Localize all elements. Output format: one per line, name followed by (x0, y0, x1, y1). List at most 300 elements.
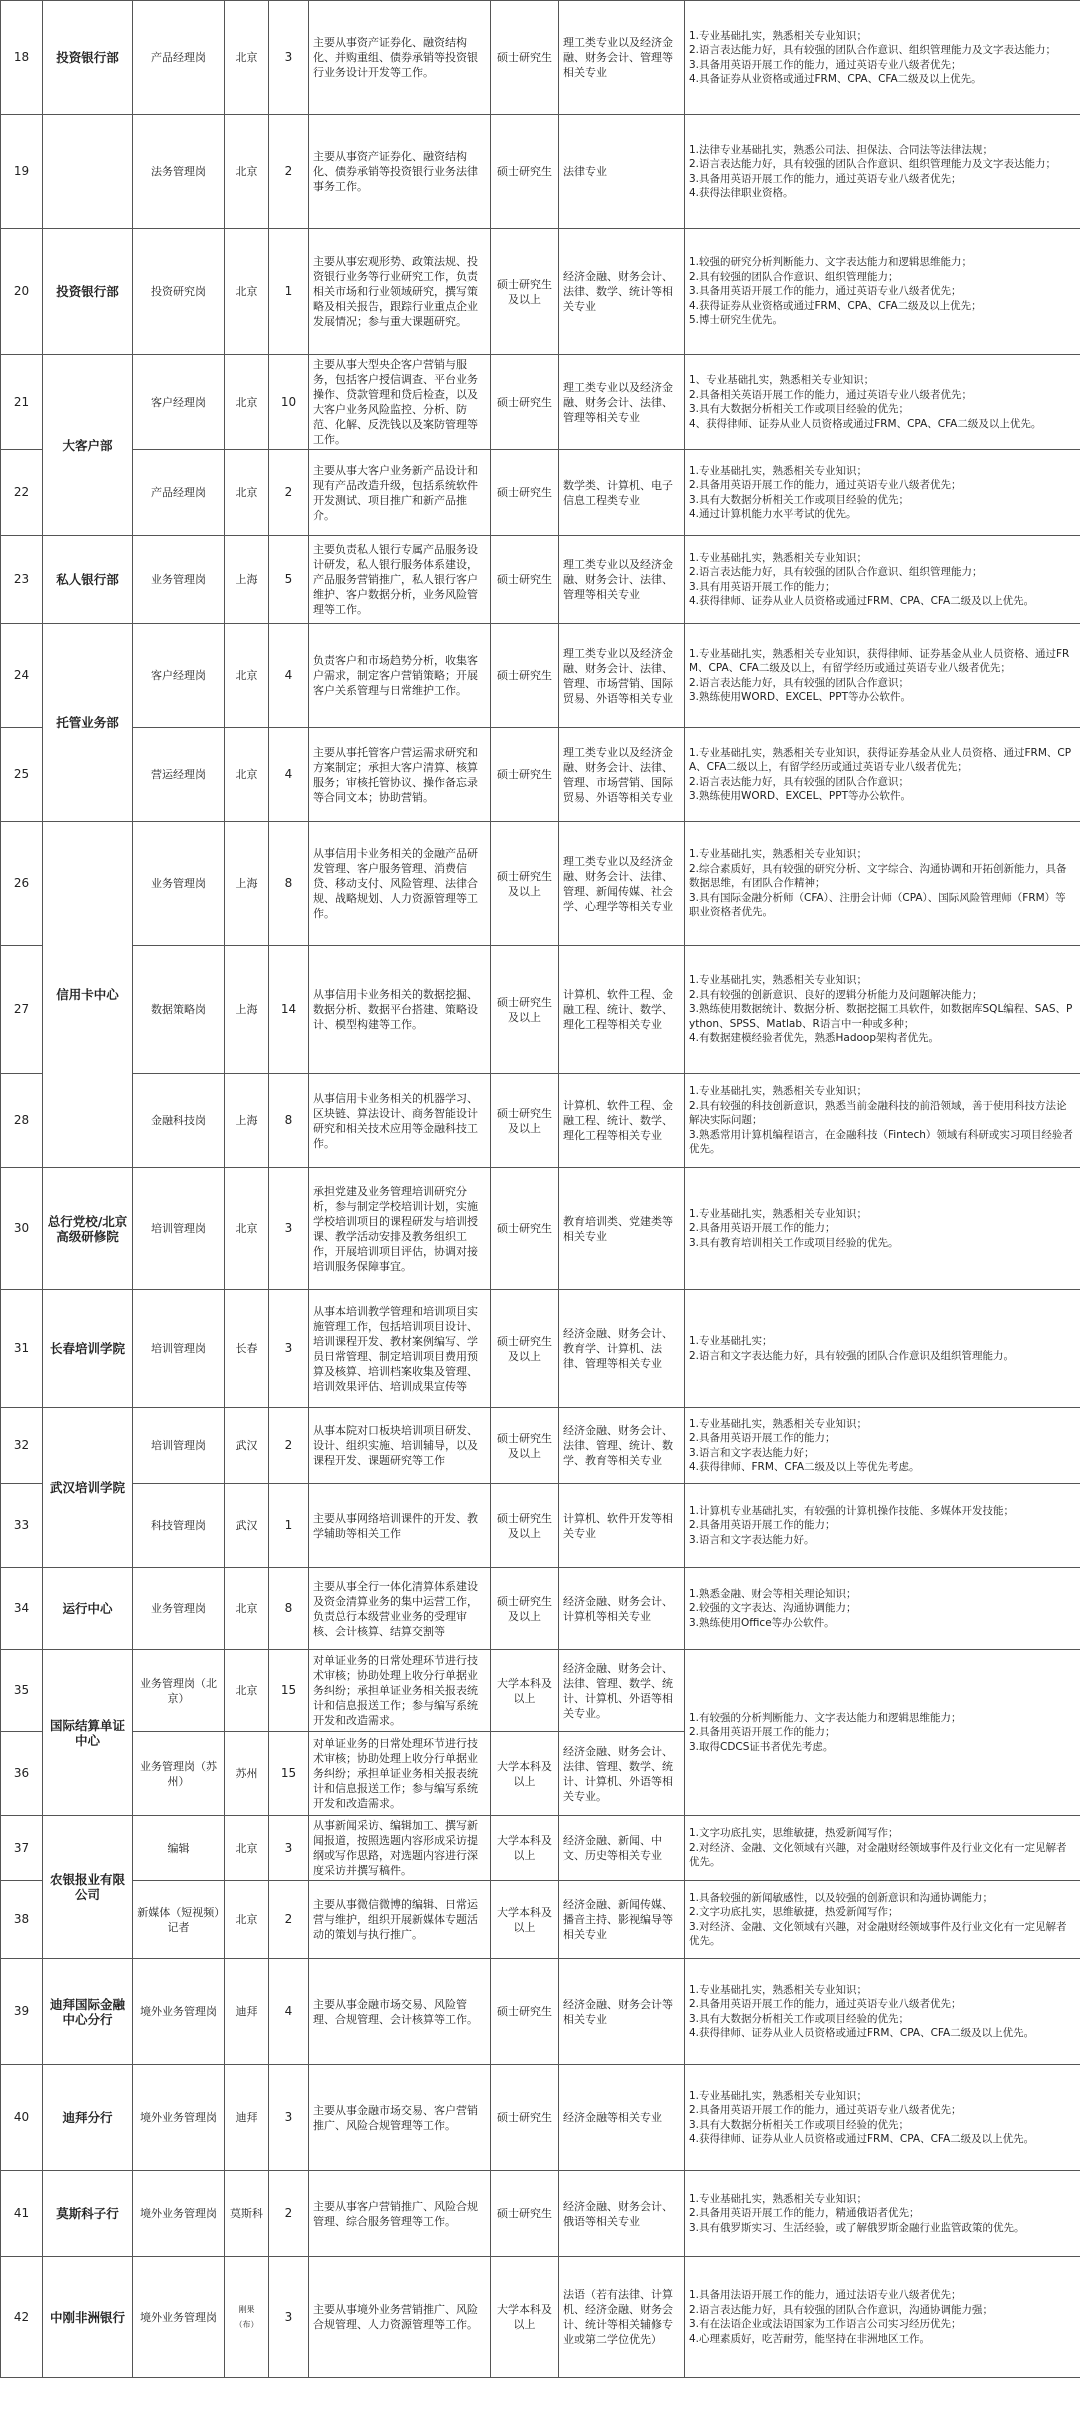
location: 刚果（布） (225, 2257, 269, 2378)
requirement-line: 1.有较强的分析判断能力、文字表达能力和逻辑思维能力； (689, 1711, 962, 1724)
requirement-line: 2.具备相关英语开展工作的能力，通过英语专业八级者优先； (689, 388, 973, 401)
requirements (685, 728, 1080, 822)
department: 托管业务部 (43, 624, 133, 822)
requirement-line: 2.综合素质好，具有较强的研究分析、文字综合、沟通协调和开拓创新能力，具备数据思维，有团队合作精神； (689, 862, 1067, 890)
position: 境外业务管理岗 (133, 1959, 225, 2065)
row-number: 24 (1, 624, 43, 728)
requirements (685, 946, 1080, 1074)
row-number: 39 (1, 1959, 43, 2065)
major: 经济金融、新闻、中文、历史等相关专业 (559, 1816, 685, 1881)
duties: 主要从事资产证券化、融资结构化、并购重组、债券承销等投资银行业务设计开发等工作。 (309, 1, 491, 115)
location: 迪拜 (225, 2065, 269, 2171)
location: 北京 (225, 229, 269, 355)
requirement-line: 1.具备较强的新闻敏感性，以及较强的创新意识和沟通协调能力； (689, 1891, 994, 1904)
requirement-line: 2.具备用英语开展工作的能力，通过英语专业八级者优先； (689, 2104, 962, 2116)
row-number: 31 (1, 1290, 43, 1408)
row-number: 25 (1, 728, 43, 822)
headcount: 3 (269, 2065, 309, 2171)
location: 上海 (225, 1074, 269, 1168)
position: 境外业务管理岗 (133, 2065, 225, 2171)
table-row (1, 728, 1080, 822)
table-row (1, 822, 1080, 946)
requirement-line: 3.熟悉常用计算机编程语言，在金融科技（Fintech）领域有科研或实习项目经验者优先。 (689, 1128, 1073, 1156)
duties: 主要从事金融市场交易、风险管理、合规管理、会计核算等工作。 (309, 1959, 491, 2065)
major: 经济金融、财务会计、法律、数学、统计等相关专业 (559, 229, 685, 355)
position: 法务管理岗 (133, 115, 225, 229)
position: 新媒体（短视频）记者 (133, 1881, 225, 1959)
headcount: 4 (269, 1959, 309, 2065)
requirement-line: 1.专业基础扎实，熟悉相关专业知识； (689, 1207, 868, 1220)
requirement-line: 3.具备用英语开展工作的能力，通过英语专业八级者优先； (689, 58, 962, 71)
position: 营运经理岗 (133, 728, 225, 822)
row-number: 40 (1, 2065, 43, 2171)
requirement-line: 2.语言表达能力好，具有较强的团队合作意识、组织管理能力及文字表达能力； (689, 44, 1057, 56)
education: 硕士研究生及以上 (491, 1074, 559, 1168)
headcount: 15 (269, 1732, 309, 1816)
location: 北京 (225, 1568, 269, 1650)
position: 业务管理岗 (133, 822, 225, 946)
major: 经济金融、财务会计、计算机等相关专业 (559, 1568, 685, 1650)
requirement-line: 1.计算机专业基础扎实，有较强的计算机操作技能、多媒体开发技能； (689, 1504, 1015, 1517)
requirement-line: 4.获得证券从业资格或通过FRM、CPA、CFA二级及以上优先； (689, 299, 982, 312)
requirements (685, 1408, 1080, 1484)
position: 客户经理岗 (133, 624, 225, 728)
requirement-line: 4.有数据建模经验者优先，熟悉Hadoop架构者优先。 (689, 1032, 940, 1045)
headcount: 3 (269, 2257, 309, 2378)
major: 经济金融、财务会计等相关专业 (559, 1959, 685, 2065)
duties: 主要从事境外业务营销推广、风险合规管理、人力资源管理等工作。 (309, 2257, 491, 2378)
department: 农银报业有限公司 (43, 1816, 133, 1959)
position: 投资研究岗 (133, 229, 225, 355)
duties: 从事信用卡业务相关的金融产品研发管理、客户服务管理、消费信贷、移动支付、风险管理、法律合规、战略规划、人力资源管理等工作。 (309, 822, 491, 946)
duties: 主要从事大型央企客户营销与服务，包括客户授信调查、平台业务操作、贷款管理和贷后检查，以及大客户业务风险监控、分析、防范、化解、反洗钱以及案防管理等工作。 (309, 355, 491, 450)
table-row (1, 946, 1080, 1074)
table-row (1, 1, 1080, 115)
department: 运行中心 (43, 1568, 133, 1650)
requirement-line: 3.语言和文字表达能力好。 (689, 1533, 815, 1546)
table-row (1, 1074, 1080, 1168)
duties: 主要从事网络培训课件的开发、教学辅助等相关工作 (309, 1484, 491, 1568)
row-number: 41 (1, 2171, 43, 2257)
position: 培训管理岗 (133, 1290, 225, 1408)
major: 经济金融、财务会计、俄语等相关专业 (559, 2171, 685, 2257)
requirement-line: 2.具备用英语开展工作的能力，通过英语专业八级者优先； (689, 479, 962, 491)
requirement-line: 3.熟练使用WORD、EXCEL、PPT等办公软件。 (689, 691, 912, 703)
requirement-line: 2.较强的文字表达、沟通协调能力； (689, 1602, 857, 1615)
requirement-line: 3.有在法语企业或法语国家为工作语言公司实习经历优先； (689, 2318, 962, 2330)
requirements (685, 1, 1080, 115)
table-row (1, 1484, 1080, 1568)
requirement-line: 3.具有俄罗斯实习、生活经验，或了解俄罗斯金融行业监管政策的优先。 (689, 2221, 1025, 2234)
row-number: 36 (1, 1732, 43, 1816)
row-number: 27 (1, 946, 43, 1074)
requirement-line: 2.语言和文字表达能力好，具有较强的团队合作意识及组织管理能力。 (689, 1349, 1015, 1362)
education: 硕士研究生及以上 (491, 946, 559, 1074)
requirement-line: 2.具备用英语开展工作的能力，通过英语专业八级者优先； (689, 1998, 962, 2010)
major: 经济金融、财务会计、法律、管理、数学、统计、计算机、外语等相关专业。 (559, 1650, 685, 1732)
requirement-line: 3.具有大数据分析相关工作或项目经验的优先； (689, 493, 910, 506)
location: 莫斯科 (225, 2171, 269, 2257)
location: 北京 (225, 1, 269, 115)
headcount: 14 (269, 946, 309, 1074)
requirements (685, 822, 1080, 946)
education: 硕士研究生 (491, 1, 559, 115)
duties: 从事新闻采访、编辑加工、撰写新闻报道，按照选题内容形成采访提纲或写作思路，对选题内容进行深度采访并撰写稿件。 (309, 1816, 491, 1881)
headcount: 1 (269, 1484, 309, 1568)
requirement-line: 1.较强的研究分析判断能力、文字表达能力和逻辑思维能力； (689, 256, 973, 269)
headcount: 4 (269, 624, 309, 728)
requirements (685, 624, 1080, 728)
requirement-line: 3.熟练使用WORD、EXCEL、PPT等办公软件。 (689, 790, 912, 802)
education: 硕士研究生及以上 (491, 229, 559, 355)
requirements (685, 1881, 1080, 1959)
education: 硕士研究生 (491, 115, 559, 229)
major: 理工类专业以及经济金融、财务会计、法律、管理等相关专业 (559, 536, 685, 624)
requirements (685, 1568, 1080, 1650)
requirement-line: 4.获得律师、FRM、CFA二级及以上等优先考虑。 (689, 1461, 920, 1473)
major: 经济金融、财务会计、教育学、计算机、法律、管理等相关专业 (559, 1290, 685, 1408)
requirement-line: 1.法律专业基础扎实，熟悉公司法、担保法、合同法等法律法规； (689, 143, 994, 156)
table-row (1, 1959, 1080, 2065)
table-row (1, 2257, 1080, 2378)
position: 金融科技岗 (133, 1074, 225, 1168)
position: 培训管理岗 (133, 1168, 225, 1290)
requirement-line: 4、获得律师、证券从业人员资格或通过FRM、CPA、CFA二级及以上优先。 (689, 417, 1042, 430)
table-row (1, 1816, 1080, 1881)
education: 硕士研究生 (491, 536, 559, 624)
major: 理工类专业以及经济金融、财务会计、管理等相关专业 (559, 1, 685, 115)
position: 境外业务管理岗 (133, 2171, 225, 2257)
position: 业务管理岗 (133, 1568, 225, 1650)
major: 经济金融、财务会计、法律、管理、数学、统计、计算机、外语等相关专业。 (559, 1732, 685, 1816)
headcount: 3 (269, 1816, 309, 1881)
headcount: 2 (269, 1881, 309, 1959)
row-number: 42 (1, 2257, 43, 2378)
education: 硕士研究生及以上 (491, 1290, 559, 1408)
requirement-line: 4.心理素质好，吃苦耐劳，能坚持在非洲地区工作。 (689, 2332, 931, 2345)
duties: 主要从事客户营销推广、风险合规管理、综合服务管理等工作。 (309, 2171, 491, 2257)
duties: 负责客户和市场趋势分析，收集客户需求，制定客户营销策略；开展客户关系管理与日常维护工作。 (309, 624, 491, 728)
table-row (1, 1408, 1080, 1484)
requirement-line: 3.具备用英语开展工作的能力，通过英语专业八级者优先； (689, 285, 962, 298)
requirement-line: 1.专业基础扎实，熟悉相关专业知识； (689, 1085, 868, 1098)
requirement-line: 2.语言表达能力好，具有较强的团队合作意识、组织管理能力及文字表达能力； (689, 158, 1057, 170)
education: 大学本科及以上 (491, 1732, 559, 1816)
requirement-line: 1.专业基础扎实，熟悉相关专业知识； (689, 464, 868, 477)
duties: 从事本培训教学管理和培训项目实施管理工作，包括培训项目设计、培训课程开发、教材案例编写、学员日常管理、制定培训项目费用预算及核算、培训档案收集及管理、培训效果评估、培训成果宣传等 (309, 1290, 491, 1408)
row-number: 34 (1, 1568, 43, 1650)
department: 国际结算单证中心 (43, 1650, 133, 1816)
department: 武汉培训学院 (43, 1408, 133, 1568)
requirement-line: 2.语言表达能力好，具有较强的团队合作意识，沟通协调能力强； (689, 2303, 994, 2316)
requirement-line: 2.具备用英语开展工作的能力，精通俄语者优先； (689, 2207, 920, 2220)
row-number: 33 (1, 1484, 43, 1568)
department: 投资银行部 (43, 229, 133, 355)
table-row (1, 1881, 1080, 1959)
requirement-line: 1.专业基础扎实，熟悉相关专业知识，获得证券基金从业人员资格、通过FRM、CPA、CFA二级以上，有留学经历或通过英语专业八级者优先； (689, 746, 1072, 773)
requirements (685, 2065, 1080, 2171)
major: 经济金融、财务会计、法律、管理、统计、数学、教育等相关专业 (559, 1408, 685, 1484)
education: 硕士研究生 (491, 2065, 559, 2171)
requirement-line: 1.专业基础扎实，熟悉相关专业知识； (689, 848, 868, 861)
education: 硕士研究生 (491, 1959, 559, 2065)
education: 硕士研究生及以上 (491, 1568, 559, 1650)
row-number: 23 (1, 536, 43, 624)
requirement-line: 1.专业基础扎实，熟悉相关专业知识； (689, 1983, 868, 1996)
education: 硕士研究生 (491, 1168, 559, 1290)
requirement-line: 4.获得律师、证券从业人员资格或通过FRM、CPA、CFA二级及以上优先。 (689, 595, 1035, 607)
position: 境外业务管理岗 (133, 2257, 225, 2378)
duties: 从事信用卡业务相关的数据挖掘、数据分析、数据平台搭建、策略设计、模型构建等工作。 (309, 946, 491, 1074)
requirement-line: 3.具备用英语开展工作的能力，通过英语专业八级者优先； (689, 172, 962, 185)
requirements (685, 1484, 1080, 1568)
row-number: 18 (1, 1, 43, 115)
requirement-line: 4.获得律师、证券从业人员资格或通过FRM、CPA、CFA二级及以上优先。 (689, 2027, 1035, 2039)
requirements (685, 2257, 1080, 2378)
requirements (685, 2171, 1080, 2257)
requirement-line: 3.对经济、金融、文化领域有兴趣，对金融财经领域事件及行业文化有一定见解者优先。 (689, 1920, 1067, 1947)
requirements (685, 1650, 1080, 1816)
requirement-line: 1.专业基础扎实，熟悉相关专业知识； (689, 974, 868, 987)
requirement-line: 3.具有教育培训相关工作或项目经验的优先。 (689, 1236, 899, 1249)
education: 硕士研究生 (491, 728, 559, 822)
headcount: 3 (269, 1290, 309, 1408)
requirement-line: 5.博士研究生优先。 (689, 314, 784, 327)
duties: 主要从事金融市场交易、客户营销推广、风险合规管理等工作。 (309, 2065, 491, 2171)
duties: 主要从事全行一体化清算体系建设及资金清算业务的集中运营工作，负责总行本级营业业务的受理审核、会计核算、结算交割等 (309, 1568, 491, 1650)
position: 科技管理岗 (133, 1484, 225, 1568)
department: 莫斯科子行 (43, 2171, 133, 2257)
location: 北京 (225, 728, 269, 822)
table-row (1, 229, 1080, 355)
requirement-line: 2.对经济、金融、文化领域有兴趣，对金融财经领域事件及行业文化有一定见解者优先。 (689, 1841, 1067, 1869)
headcount: 10 (269, 355, 309, 450)
requirement-line: 1.专业基础扎实； (689, 1335, 773, 1347)
duties: 从事信用卡业务相关的机器学习、区块链、算法设计、商务智能设计研究和相关技术应用等金融科技工作。 (309, 1074, 491, 1168)
table-row (1, 1290, 1080, 1408)
requirement-line: 3.具有大数据分析相关工作或项目经验的优先； (689, 2118, 910, 2131)
department: 中刚非洲银行 (43, 2257, 133, 2378)
requirement-line: 3.具有用英语开展工作的能力； (689, 580, 836, 593)
location: 苏州 (225, 1732, 269, 1816)
location: 北京 (225, 355, 269, 450)
requirement-line: 1.专业基础扎实，熟悉相关专业知识； (689, 1417, 868, 1430)
department (43, 115, 133, 229)
headcount: 3 (269, 1, 309, 115)
department: 总行党校/北京高级研修院 (43, 1168, 133, 1290)
location: 北京 (225, 115, 269, 229)
requirement-line: 2.具备用英语开展工作的能力； (689, 1519, 836, 1532)
requirement-line: 2.语言表达能力好，具有较强的团队合作意识； (689, 775, 910, 788)
location: 北京 (225, 1650, 269, 1732)
table-row (1, 1650, 1080, 1732)
table-row (1, 355, 1080, 450)
requirement-line: 1.专业基础扎实，熟悉相关专业知识； (689, 29, 868, 42)
row-number: 30 (1, 1168, 43, 1290)
requirement-line: 1.专业基础扎实，熟悉相关专业知识，获得律师、证券基金从业人员资格、通过FRM、CPA、CFA二级及以上，有留学经历或通过英语专业八级者优先； (689, 647, 1070, 674)
department: 迪拜国际金融中心分行 (43, 1959, 133, 2065)
location: 北京 (225, 1168, 269, 1290)
major: 计算机、软件开发等相关专业 (559, 1484, 685, 1568)
duties: 从事本院对口板块培训项目研发、设计、组织实施、培训辅导，以及课程开发、课题研究等工作 (309, 1408, 491, 1484)
education: 硕士研究生 (491, 355, 559, 450)
headcount: 2 (269, 115, 309, 229)
headcount: 8 (269, 1074, 309, 1168)
location: 上海 (225, 946, 269, 1074)
requirement-line: 3.具有大数据分析相关工作或项目经验的优先； (689, 403, 910, 415)
headcount: 5 (269, 536, 309, 624)
department: 信用卡中心 (43, 822, 133, 1168)
position: 客户经理岗 (133, 355, 225, 450)
education: 硕士研究生 (491, 450, 559, 536)
location: 上海 (225, 536, 269, 624)
position: 业务管理岗（北京） (133, 1650, 225, 1732)
headcount: 1 (269, 229, 309, 355)
education: 大学本科及以上 (491, 2257, 559, 2378)
duties: 主要从事大客户业务新产品设计和现有产品改造升级，包括系统软件开发测试、项目推广和新产品推介。 (309, 450, 491, 536)
education: 硕士研究生 (491, 624, 559, 728)
education: 大学本科及以上 (491, 1816, 559, 1881)
duties: 主要从事托管客户营运需求研究和方案制定；承担大客户清算、核算服务；审核托管协议、操作备忘录等合同文本；协助营销。 (309, 728, 491, 822)
requirements (685, 1816, 1080, 1881)
requirement-line: 2.具有较强的科技创新意识，熟悉当前金融科技的前沿领域，善于使用科技方法论解决实际问题； (689, 1099, 1067, 1127)
requirement-line: 1.专业基础扎实，熟悉相关专业知识； (689, 2089, 868, 2102)
requirements (685, 450, 1080, 536)
requirements (685, 1168, 1080, 1290)
requirement-line: 3.具有国际金融分析师（CFA）、注册会计师（CPA）、国际风险管理师（FRM）等职业资格者优先。 (689, 891, 1066, 919)
row-number: 21 (1, 355, 43, 450)
duties: 主要从事资产证券化、融资结构化、债券承销等投资银行业务法律事务工作。 (309, 115, 491, 229)
requirement-line: 4.具备证券从业资格或通过FRM、CPA、CFA二级及以上优先。 (689, 73, 982, 85)
row-number: 20 (1, 229, 43, 355)
duties: 主要从事宏观形势、政策法规、投资银行业务等行业研究工作，负责相关市场和行业领域研究，撰写策略及相关报告，跟踪行业重点企业发展情况；参与重大课题研究。 (309, 229, 491, 355)
row-number: 19 (1, 115, 43, 229)
duties: 主要从事微信微博的编辑、日常运营与维护，组织开展新媒体专题活动的策划与执行推广。 (309, 1881, 491, 1959)
requirement-line: 3.具有大数据分析相关工作或项目经验的优先； (689, 2012, 910, 2025)
major: 经济金融等相关专业 (559, 2065, 685, 2171)
requirements (685, 355, 1080, 450)
row-number: 28 (1, 1074, 43, 1168)
position: 数据策略岗 (133, 946, 225, 1074)
department: 长春培训学院 (43, 1290, 133, 1408)
requirement-line: 1.具备用法语开展工作的能力，通过法语专业八级者优先； (689, 2289, 962, 2301)
department: 投资银行部 (43, 1, 133, 115)
headcount: 8 (269, 1568, 309, 1650)
requirement-line: 4.通过计算机能力水平考试的优先。 (689, 508, 857, 520)
education: 硕士研究生及以上 (491, 1408, 559, 1484)
table-row (1, 1168, 1080, 1290)
location: 上海 (225, 822, 269, 946)
requirement-line: 3.熟练使用数据统计、数据分析、数据挖掘工具软件，如数据库SQL编程、SAS、Python、SPSS、Matlab、R语言中一种或多种； (689, 1003, 1073, 1030)
major: 经济金融、新闻传媒、播音主持、影视编导等相关专业 (559, 1881, 685, 1959)
major: 法语（若有法律、计算机、经济金融、财务会计、统计等相关辅修专业或第二学位优先） (559, 2257, 685, 2378)
requirements (685, 229, 1080, 355)
duties: 主要负责私人银行专属产品服务设计研发，私人银行服务体系建设，产品服务营销推广，私人银行客户维护、客户数据分析，业务风险管理等工作。 (309, 536, 491, 624)
headcount: 8 (269, 822, 309, 946)
requirement-line: 3.语言和文字表达能力好； (689, 1446, 815, 1459)
table-row (1, 536, 1080, 624)
department: 迪拜分行 (43, 2065, 133, 2171)
headcount: 4 (269, 728, 309, 822)
major: 计算机、软件工程、金融工程、统计、数学、理化工程等相关专业 (559, 946, 685, 1074)
requirement-line: 2.具有较强的团队合作意识、组织管理能力； (689, 270, 899, 283)
row-number: 38 (1, 1881, 43, 1959)
department: 大客户部 (43, 355, 133, 536)
duties: 承担党建及业务管理培训研究分析，参与制定学校培训计划，实施学校培训项目的课程研发与培训授课、教学活动安排及教务组织工作，开展培训项目评估，协调对接培训服务保障事宜。 (309, 1168, 491, 1290)
education: 大学本科及以上 (491, 1881, 559, 1959)
major: 教育培训类、党建类等相关专业 (559, 1168, 685, 1290)
headcount: 2 (269, 450, 309, 536)
requirements (685, 1074, 1080, 1168)
position: 业务管理岗 (133, 536, 225, 624)
row-number: 32 (1, 1408, 43, 1484)
table-row (1, 624, 1080, 728)
headcount: 3 (269, 1168, 309, 1290)
requirement-line: 2.具备用英语开展工作的能力； (689, 1432, 836, 1444)
requirement-line: 2.语言表达能力好，具有较强的团队合作意识、组织管理能力； (689, 566, 983, 578)
major: 理工类专业以及经济金融、财务会计、法律、管理、市场营销、国际贸易、外语等相关专业 (559, 728, 685, 822)
requirement-line: 4.获得律师、证券从业人员资格或通过FRM、CPA、CFA二级及以上优先。 (689, 2133, 1035, 2145)
requirement-line: 1.熟悉金融、财会等相关理论知识； (689, 1587, 857, 1600)
requirement-line: 2.具备用英语开展工作的能力； (689, 1726, 836, 1739)
location: 北京 (225, 1881, 269, 1959)
requirement-line: 2.具有较强的创新意识、良好的逻辑分析能力及问题解决能力； (689, 988, 983, 1001)
duties: 对单证业务的日常处理环节进行技术审核；协助处理上收分行单据业务纠纷；承担单证业务相关报表统计和信息报送工作；参与编写系统开发和改造需求。 (309, 1732, 491, 1816)
headcount: 2 (269, 1408, 309, 1484)
position: 培训管理岗 (133, 1408, 225, 1484)
requirement-line: 2.具备用英语开展工作的能力； (689, 1222, 836, 1235)
location: 北京 (225, 624, 269, 728)
requirement-line: 3.取得CDCS证书者优先考虑。 (689, 1740, 834, 1753)
education: 硕士研究生 (491, 2171, 559, 2257)
table-row (1, 2065, 1080, 2171)
requirements (685, 1290, 1080, 1408)
requirements (685, 536, 1080, 624)
major: 理工类专业以及经济金融、财务会计、法律、管理、新闻传媒、社会学、心理学等相关专业 (559, 822, 685, 946)
location: 迪拜 (225, 1959, 269, 2065)
position: 产品经理岗 (133, 450, 225, 536)
row-number: 22 (1, 450, 43, 536)
row-number: 37 (1, 1816, 43, 1881)
requirement-line: 3.熟练使用Office等办公软件。 (689, 1616, 835, 1629)
requirement-line: 1.专业基础扎实，熟悉相关专业知识； (689, 551, 868, 564)
department: 私人银行部 (43, 536, 133, 624)
table-row (1, 450, 1080, 536)
table-row (1, 2171, 1080, 2257)
duties: 对单证业务的日常处理环节进行技术审核；协助处理上收分行单据业务纠纷；承担单证业务相关报表统计和信息报送工作；参与编写系统开发和改造需求。 (309, 1650, 491, 1732)
row-number: 35 (1, 1650, 43, 1732)
location: 武汉 (225, 1484, 269, 1568)
requirements (685, 1959, 1080, 2065)
position: 产品经理岗 (133, 1, 225, 115)
table-row (1, 1568, 1080, 1650)
education: 大学本科及以上 (491, 1650, 559, 1732)
headcount: 15 (269, 1650, 309, 1732)
headcount: 2 (269, 2171, 309, 2257)
requirement-line: 2.语言表达能力好，具有较强的团队合作意识； (689, 676, 910, 689)
requirement-line: 1.文字功底扎实，思维敏捷，热爱新闻写作； (689, 1827, 899, 1840)
requirement-line: 1、专业基础扎实，熟悉相关专业知识； (689, 374, 875, 386)
location: 武汉 (225, 1408, 269, 1484)
position: 业务管理岗（苏州） (133, 1732, 225, 1816)
education: 硕士研究生及以上 (491, 822, 559, 946)
location: 长春 (225, 1290, 269, 1408)
requirement-line: 1.专业基础扎实，熟悉相关专业知识； (689, 2192, 868, 2205)
table-row (1, 115, 1080, 229)
position: 编辑 (133, 1816, 225, 1881)
requirement-line: 2.文字功底扎实，思维敏捷，热爱新闻写作； (689, 1906, 899, 1918)
major: 理工类专业以及经济金融、财务会计、法律、管理、市场营销、国际贸易、外语等相关专业 (559, 624, 685, 728)
